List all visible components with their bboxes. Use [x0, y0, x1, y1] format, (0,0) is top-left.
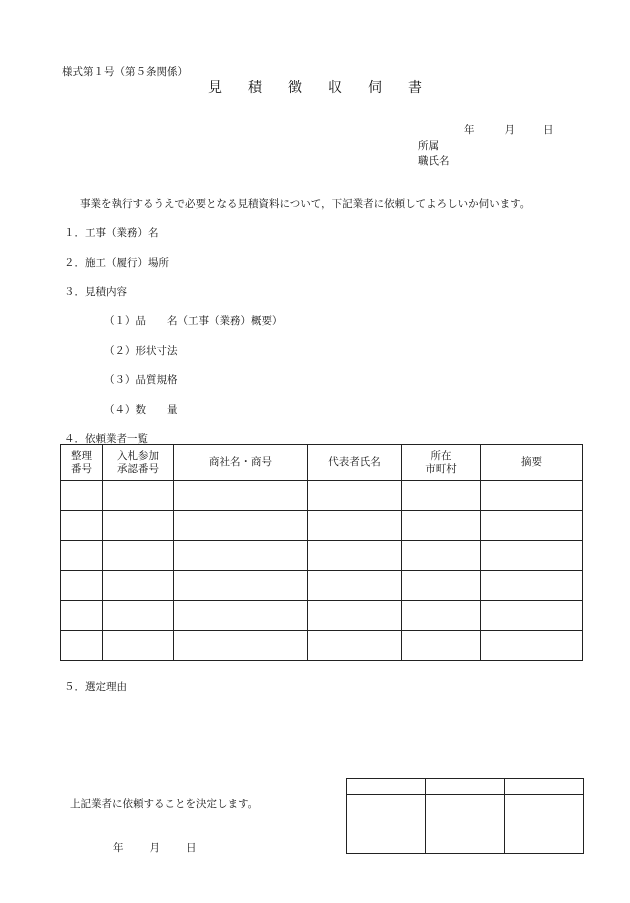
table-cell[interactable]: [103, 571, 174, 601]
table-cell[interactable]: [481, 511, 583, 541]
table-cell[interactable]: [103, 541, 174, 571]
table-row: [61, 541, 583, 571]
date-day-label: 日: [186, 842, 197, 854]
table-cell[interactable]: [481, 481, 583, 511]
table-cell[interactable]: [61, 601, 103, 631]
vendor-table-header-row: [61, 445, 583, 481]
section-work-name: １．工事（業務）名: [64, 227, 159, 239]
table-cell[interactable]: [174, 511, 308, 541]
table-cell[interactable]: [174, 631, 308, 661]
table-cell[interactable]: [174, 571, 308, 601]
approval-stamp-cell[interactable]: [505, 795, 584, 854]
table-cell[interactable]: [308, 631, 402, 661]
header-company-name: 商社名・商号: [174, 445, 308, 481]
date-month-label: 月: [149, 842, 160, 854]
date-year-label: 年: [113, 842, 124, 854]
section-estimate-content: ３．見積内容: [64, 286, 127, 298]
table-cell[interactable]: [174, 481, 308, 511]
vendor-table: [60, 444, 583, 661]
table-cell[interactable]: [103, 481, 174, 511]
section-vendor-list: ４．依頼業者一覧: [64, 433, 148, 445]
table-cell[interactable]: [308, 511, 402, 541]
table-cell[interactable]: [402, 571, 481, 601]
official-name-label: 職氏名: [418, 155, 450, 167]
header-remarks: 摘要: [481, 445, 583, 481]
table-cell[interactable]: [481, 541, 583, 571]
table-cell[interactable]: [481, 571, 583, 601]
table-cell[interactable]: [103, 511, 174, 541]
table-row: [61, 511, 583, 541]
table-cell[interactable]: [103, 601, 174, 631]
estimate-item-dimensions: （２）形状寸法: [104, 345, 178, 357]
table-cell[interactable]: [402, 541, 481, 571]
approval-stamp-cell[interactable]: [347, 795, 426, 854]
table-row: [61, 481, 583, 511]
table-cell[interactable]: [61, 541, 103, 571]
table-cell[interactable]: [308, 601, 402, 631]
section-selection-reason: ５．選定理由: [64, 681, 127, 693]
table-cell[interactable]: [308, 481, 402, 511]
table-cell[interactable]: [61, 511, 103, 541]
date-day-label: 日: [543, 124, 554, 136]
approval-header-cell: [347, 779, 426, 795]
date-month-label: 月: [504, 124, 515, 136]
table-row: [61, 631, 583, 661]
approval-header-cell: [426, 779, 505, 795]
estimate-item-quality-spec: （３）品質規格: [104, 374, 178, 386]
document-title: 見積徴収伺書: [208, 80, 448, 96]
header-location: 所在 市町村: [402, 445, 481, 481]
table-cell[interactable]: [174, 541, 308, 571]
section-work-location: ２．施工（履行）場所: [64, 257, 169, 269]
table-cell[interactable]: [61, 571, 103, 601]
date-field-bottom: [113, 840, 197, 855]
table-cell[interactable]: [402, 631, 481, 661]
form-number: 様式第１号（第５条関係）: [62, 66, 188, 78]
date-field-top: [464, 122, 554, 137]
header-representative-name: 代表者氏名: [308, 445, 402, 481]
date-year-label: 年: [464, 124, 475, 136]
approval-header-cell: [505, 779, 584, 795]
table-cell[interactable]: [174, 601, 308, 631]
table-row: [61, 571, 583, 601]
approval-stamp-row: [347, 795, 584, 854]
table-cell[interactable]: [308, 571, 402, 601]
table-cell[interactable]: [61, 631, 103, 661]
intro-text: 事業を執行するうえで必要となる見積資料について，下記業者に依頼してよろしいか伺います。: [80, 198, 531, 210]
table-cell[interactable]: [402, 481, 481, 511]
table-cell[interactable]: [308, 541, 402, 571]
approval-header-row: [347, 779, 584, 795]
table-cell[interactable]: [481, 631, 583, 661]
estimate-item-product-name: （１）品 名（工事（業務）概要）: [104, 315, 283, 327]
table-cell[interactable]: [402, 601, 481, 631]
estimate-item-quantity: （４）数 量: [104, 404, 178, 416]
decision-text: 上記業者に依頼することを決定します。: [70, 798, 259, 810]
table-cell[interactable]: [402, 511, 481, 541]
header-bid-approval-number: 入札参加 承認番号: [103, 445, 174, 481]
header-serial-number: 整理 番号: [61, 445, 103, 481]
approval-stamp-box: [346, 778, 584, 854]
affiliation-label: 所属: [418, 140, 439, 152]
table-row: [61, 601, 583, 631]
table-cell[interactable]: [61, 481, 103, 511]
table-cell[interactable]: [103, 631, 174, 661]
table-cell[interactable]: [481, 601, 583, 631]
approval-stamp-cell[interactable]: [426, 795, 505, 854]
